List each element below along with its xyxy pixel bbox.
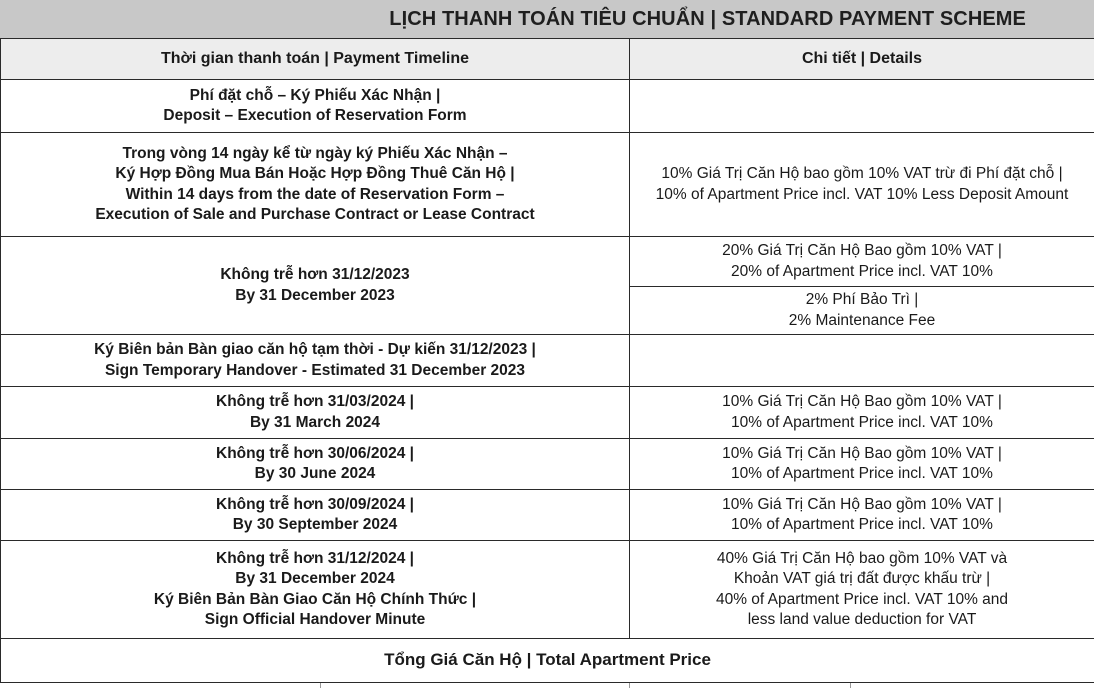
timeline-cell: Phí đặt chỗ – Ký Phiếu Xác Nhận | Deposit – Execution of Reservation Form (1, 80, 630, 133)
timeline-cell: Không trễ hơn 30/09/2024 | By 30 September 2024 (1, 490, 630, 541)
details-cell-maintenance: 2% Phí Bảo Trì | 2% Maintenance Fee (630, 287, 1094, 335)
details-cell: 10% Giá Trị Căn Hộ Bao gồm 10% VAT | 10% of Apartment Price incl. VAT 10% (630, 439, 1094, 490)
total-label: Tổng Giá Căn Hộ | Total Apartment Price (1, 639, 1094, 683)
details-cell: 10% Giá Trị Căn Hộ bao gồm 10% VAT trừ đi Phí đặt chỗ | 10% of Apartment Price incl. VAT 10% Less Deposit Amount (630, 133, 1094, 237)
details-cell: 10% Giá Trị Căn Hộ Bao gồm 10% VAT | 10% of Apartment Price incl. VAT 10% (630, 387, 1094, 439)
header-details: Chi tiết | Details (630, 39, 1094, 80)
table-row (1, 80, 1094, 133)
total-row (1, 639, 1094, 683)
timeline-cell: Ký Biên bản Bàn giao căn hộ tạm thời - Dự kiến 31/12/2023 | Sign Temporary Handover - Estimated 31 December 2023 (1, 335, 630, 387)
table-row (1, 387, 1094, 439)
timeline-cell: Không trễ hơn 31/12/2023 By 31 December 2023 (1, 237, 630, 335)
details-cell (630, 80, 1094, 133)
table-row (1, 439, 1094, 490)
details-cell: 20% Giá Trị Căn Hộ Bao gồm 10% VAT | 20% of Apartment Price incl. VAT 10% (630, 237, 1094, 287)
table-header-row (1, 39, 1094, 80)
table-row (1, 541, 1094, 639)
timeline-cell: Không trễ hơn 31/12/2024 | By 31 December 2024 Ký Biên Bản Bàn Giao Căn Hộ Chính Thức | Sign Official Handover Minute (1, 541, 630, 639)
footer-strip (0, 683, 1094, 688)
table-row (1, 335, 1094, 387)
column-divider (850, 683, 851, 688)
column-divider (629, 683, 630, 688)
page-title: LỊCH THANH TOÁN TIÊU CHUẨN | STANDARD PAYMENT SCHEME (0, 0, 1094, 38)
timeline-cell: Trong vòng 14 ngày kể từ ngày ký Phiếu Xác Nhận – Ký Hợp Đồng Mua Bán Hoặc Hợp Đồng Thuê Căn Hộ | Within 14 days from the date of Reservation Form – Execution of Sale and Purchase Contract or Lease Contract (1, 133, 630, 237)
table-row (1, 237, 1094, 287)
details-cell: 40% Giá Trị Căn Hộ bao gồm 10% VAT và Khoản VAT giá trị đất được khấu trừ | 40% of Apartment Price incl. VAT 10% and less land value deduction for VAT (630, 541, 1094, 639)
timeline-cell: Không trễ hơn 31/03/2024 | By 31 March 2024 (1, 387, 630, 439)
timeline-cell: Không trễ hơn 30/06/2024 | By 30 June 2024 (1, 439, 630, 490)
table-row (1, 490, 1094, 541)
column-divider (320, 683, 321, 688)
details-cell (630, 335, 1094, 387)
table-row (1, 133, 1094, 237)
details-cell: 10% Giá Trị Căn Hộ Bao gồm 10% VAT | 10% of Apartment Price incl. VAT 10% (630, 490, 1094, 541)
payment-scheme-table (0, 38, 1094, 683)
header-timeline: Thời gian thanh toán | Payment Timeline (1, 39, 630, 80)
